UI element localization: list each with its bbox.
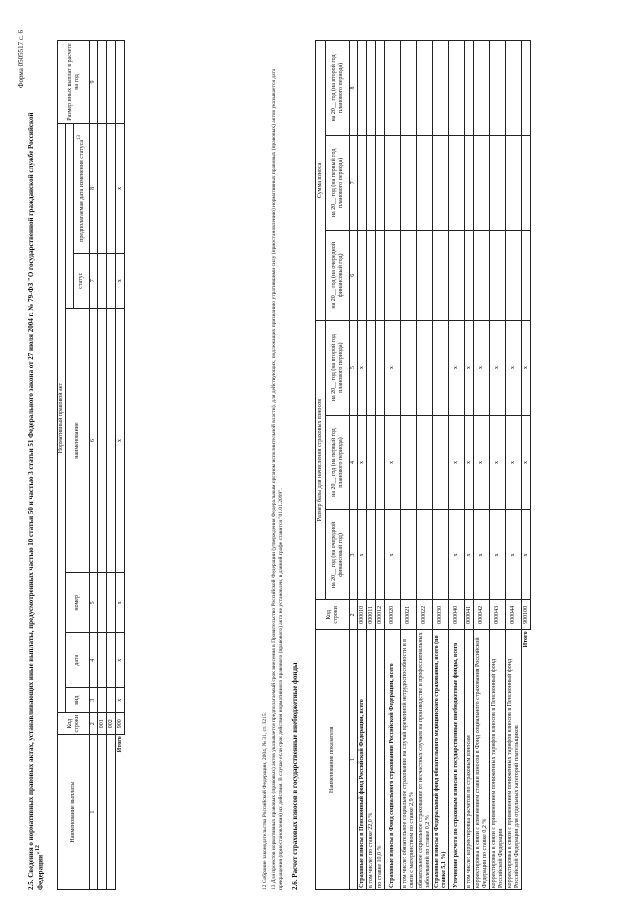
table-row [474,41,490,890]
cell-sum[interactable] [376,230,385,320]
cell-base[interactable] [376,320,385,415]
cell-code: 001 [98,713,107,735]
footnote-mark: 12 [35,845,42,851]
cell-base[interactable]: x [358,415,367,510]
cell-sum[interactable] [465,230,474,320]
header-year-2: на 20__ год (на первый год планового периода) [326,135,350,230]
cell-sum[interactable] [417,135,433,230]
table-row [98,41,107,890]
x-mark: x [116,123,125,253]
cell-base[interactable]: x [449,415,465,510]
col-number: 5 [90,573,98,633]
cell-sum[interactable] [433,135,449,230]
cell-sum[interactable] [401,230,417,320]
table-row [367,41,376,890]
x-mark: x [522,510,531,600]
cell-base[interactable] [417,510,433,600]
x-mark: x [116,308,125,573]
col-number: 3 [90,688,98,713]
cell-sum[interactable] [417,41,433,136]
row-name: в том числе: обязательное социальное страхование на случай временной нетрудоспособности и в связи с материнством по ставке 2,9 % [401,630,417,890]
row-name: корректировка в связи с применением пониженных тарифов взносов в Пенсионный фонд Российской Федерации [490,630,506,890]
cell-sum[interactable] [376,135,385,230]
cell-sum[interactable] [522,230,531,320]
cell-sum[interactable] [385,41,401,136]
cell-base[interactable] [376,415,385,510]
header-year-1: на 20__ год (на очередной финансовый год) [326,230,350,320]
cell-sum[interactable] [385,230,401,320]
column-numbers-row [90,41,98,890]
x-mark: x [116,688,125,713]
cell-base[interactable]: x [465,320,474,415]
row-code: 000040 [449,600,465,630]
header-year-2: на 20__ год (на первый год планового периода) [326,415,350,510]
row-name: корректировка в связи с изменением ставки взносов в Фонд социального страхования Российской Федерации по ставке 0,2 % [474,630,490,890]
cell-sum[interactable] [465,41,474,136]
table-row [433,41,449,890]
cell-sum[interactable] [490,230,506,320]
header-sum: Сумма взноса [316,41,326,321]
cell-base[interactable] [417,320,433,415]
col-number: 7 [350,135,358,230]
row-name: корректировка в связи с применением пониженных тарифов взносов в Пенсионный фонд Российской Федерации для отдельных категорий плательщиков [506,630,522,890]
cell-base[interactable] [367,320,376,415]
cell-sum[interactable] [449,230,465,320]
table-row [490,41,506,890]
cell-sum[interactable] [367,41,376,136]
row-name: Страховые взносы в Фонд социального страхования Российской Федерации, всего [385,630,401,890]
cell-base[interactable]: x [449,320,465,415]
cell-base[interactable] [433,415,449,510]
cell-base[interactable]: x [490,320,506,415]
cell-base[interactable] [367,415,376,510]
cell-sum[interactable] [506,41,522,136]
insurance-table [315,40,531,890]
cell-sum[interactable] [474,135,490,230]
cell-base[interactable] [401,415,417,510]
cell-base[interactable]: x [449,510,465,600]
x-mark: x [522,320,531,415]
cell-sum[interactable] [401,135,417,230]
footnote-13: 13 Для проектов нормативных правовых (правовых) актов указывается предполагаемый срок внесения в Правительство Российской Федерации (утверждения Федеральным органом исполнительной власти), для действующих, подлежащих признанию утратившими силу (приостановлению) нормативных правовых (правовых) актов указывается дата прекращения (приостановления) их действия. В случае если срок действия нормативного правового (правового) акта не установлен, в данной графе ставится "01.01.2099". [271,68,284,890]
cell-sum[interactable] [367,135,376,230]
cell-code: 002 [107,713,116,735]
col-number: 6 [350,230,358,320]
header-status: статус [74,253,90,308]
header-base: Размер базы для начисления страховых взносов [316,320,326,600]
footnote-12: 12 Собрание законодательства Российской Федерации, 2004, № 31, ст. 3215. [262,711,268,890]
header-year-3: на 20__ год (на второй год планового периода) [326,41,350,136]
table-row [449,41,465,890]
cell-sum[interactable] [474,41,490,136]
header-npa: Нормативный правовой акт [58,123,66,712]
cell-base[interactable] [433,320,449,415]
cell-base[interactable]: x [358,510,367,600]
cell-sum[interactable] [367,230,376,320]
table-row [465,41,474,890]
table-row [376,41,385,890]
header-vid: вид [66,688,90,713]
table-row [401,41,417,890]
cell-sum[interactable] [401,41,417,136]
row-name: Страховые взносы в Пенсионный фонд Российской Федерации, всего [358,630,367,890]
col-number: 9 [90,41,98,124]
total-row [522,41,531,890]
col-number: 6 [90,308,98,573]
x-mark: x [116,253,125,308]
cell-base[interactable]: x [385,415,401,510]
form-number: Форма 0505517 с. 6 [17,30,25,89]
row-name: по ставке 10,0 % [376,630,385,890]
cell-base[interactable]: x [465,415,474,510]
cell-base[interactable] [433,510,449,600]
col-number: 5 [350,320,358,415]
cell-total-amount[interactable] [116,41,125,124]
cell-base[interactable]: x [506,320,522,415]
row-code: 000022 [417,600,433,630]
cell-base[interactable]: x [465,510,474,600]
cell-sum[interactable] [433,230,449,320]
cell-base[interactable]: x [490,510,506,600]
cell-sum[interactable] [358,230,367,320]
header-code: Код строки [316,600,350,630]
cell-base[interactable] [367,510,376,600]
row-name: Уточнение расчета по страховым взносам в государственные внебюджетные фонды, всего [449,630,465,890]
cell-sum[interactable] [506,230,522,320]
col-number: 1 [90,735,98,890]
insurance-table-body [358,41,522,890]
table-row [506,41,522,890]
header-year-1: на 20__ год (на очередной финансовый год) [326,510,350,600]
row-code: 000012 [376,600,385,630]
cell-sum[interactable] [522,41,531,136]
row-name: Страховые взносы в Федеральный фонд обязательного медицинского страхования, всего (по ставке 5,1 %) [433,630,449,890]
footnote-mark: 13 [77,134,83,140]
row-name: обязательное социальное страхование от несчастных случаев на производстве и профессиональных заболеваний по ставке 0,2 % [417,630,433,890]
cell-base[interactable]: x [490,415,506,510]
col-number: 8 [90,123,98,253]
cell-sum[interactable] [449,41,465,136]
col-number: 7 [90,253,98,308]
cell-base[interactable]: x [358,320,367,415]
cell-sum[interactable] [490,135,506,230]
cell-sum[interactable] [506,135,522,230]
total-row [116,41,125,890]
cell-sum[interactable] [449,135,465,230]
total-label: Итого [117,736,124,753]
cell-base[interactable]: x [506,510,522,600]
header-date: дата [66,633,90,688]
cell-sum[interactable] [358,41,367,136]
cell-base[interactable]: x [474,320,490,415]
cell-base[interactable] [376,510,385,600]
x-mark: x [116,573,125,633]
cell-sum[interactable] [385,135,401,230]
col-number: 3 [350,510,358,600]
cell-name[interactable] [98,735,107,890]
column-numbers-row [350,41,358,890]
cell-base[interactable]: x [385,510,401,600]
header-number: номер [66,573,90,633]
row-code: 000043 [490,600,506,630]
header-status-group [66,123,74,308]
table-row [358,41,367,890]
cell-base[interactable]: x [474,510,490,600]
cell-base[interactable] [401,510,417,600]
header-code: Код строки [58,713,90,735]
cell-sum[interactable] [433,41,449,136]
header-status-date [74,123,90,253]
row-code: 000010 [358,600,367,630]
header-year-3: на 20__ год (на второй год планового периода) [326,320,350,415]
total-label: Итого [523,631,530,648]
col-number: 2 [350,600,358,630]
row-name: в том числе: по ставке 22,0 % [367,630,376,890]
cell-sum[interactable] [474,230,490,320]
total-code: 900 [116,713,125,735]
col-number: 4 [350,415,358,510]
section-2-5-title [27,80,44,890]
section-2-6-title: 2.6. Расчет страховых взносов в государственные внебюджетные фонды [291,662,299,890]
npa-table [57,40,125,890]
header-status-date-text: предполагаемая дата изменения статуса [79,139,86,242]
header-amount: Размер иных выплат в расчете на год [58,41,90,124]
cell-sum[interactable] [490,41,506,136]
cell-base[interactable] [417,415,433,510]
x-mark: x [116,633,125,688]
cell-base[interactable]: x [385,320,401,415]
row-code: 000011 [367,600,376,630]
col-number: 8 [350,41,358,136]
row-code: 000020 [385,600,401,630]
header-naimenovanie: наименование [66,308,90,573]
header-indicator: Наименование показателя [316,630,350,890]
col-number: 4 [90,633,98,688]
row-name: в том числе: корректировка расчетов по страховым взносам [465,630,474,890]
row-code: 000042 [474,600,490,630]
table-row [385,41,401,890]
rotated-page [15,30,625,890]
x-mark: x [522,415,531,510]
cell-name[interactable] [107,735,116,890]
col-number: 2 [90,713,98,735]
col-number: 1 [350,630,358,890]
cell-sum[interactable] [358,135,367,230]
cell-base[interactable]: x [474,415,490,510]
cell-sum[interactable] [417,230,433,320]
section-2-5-title-text: 2.5. Сведения о нормативных правовых актах, устанавливающих иные выплаты, предусмотренных частью 10 статьи 50 и частью 3 статьи 51 Федерального закона от 27 июля 2004 г. № 79-ФЗ "О государственной гражданской службе Российской Федерации" [27,112,45,890]
cell-base[interactable] [401,320,417,415]
row-code: 000021 [401,600,417,630]
row-code: 000030 [433,600,449,630]
table-row [417,41,433,890]
row-code: 000044 [506,600,522,630]
cell-sum[interactable] [522,135,531,230]
table-row [107,41,116,890]
cell-sum[interactable] [376,41,385,136]
total-code: 900100 [522,600,531,630]
cell-sum[interactable] [465,135,474,230]
cell-base[interactable]: x [506,415,522,510]
row-code: 000041 [465,600,474,630]
header-payment-name: Наименование выплаты [58,735,90,890]
